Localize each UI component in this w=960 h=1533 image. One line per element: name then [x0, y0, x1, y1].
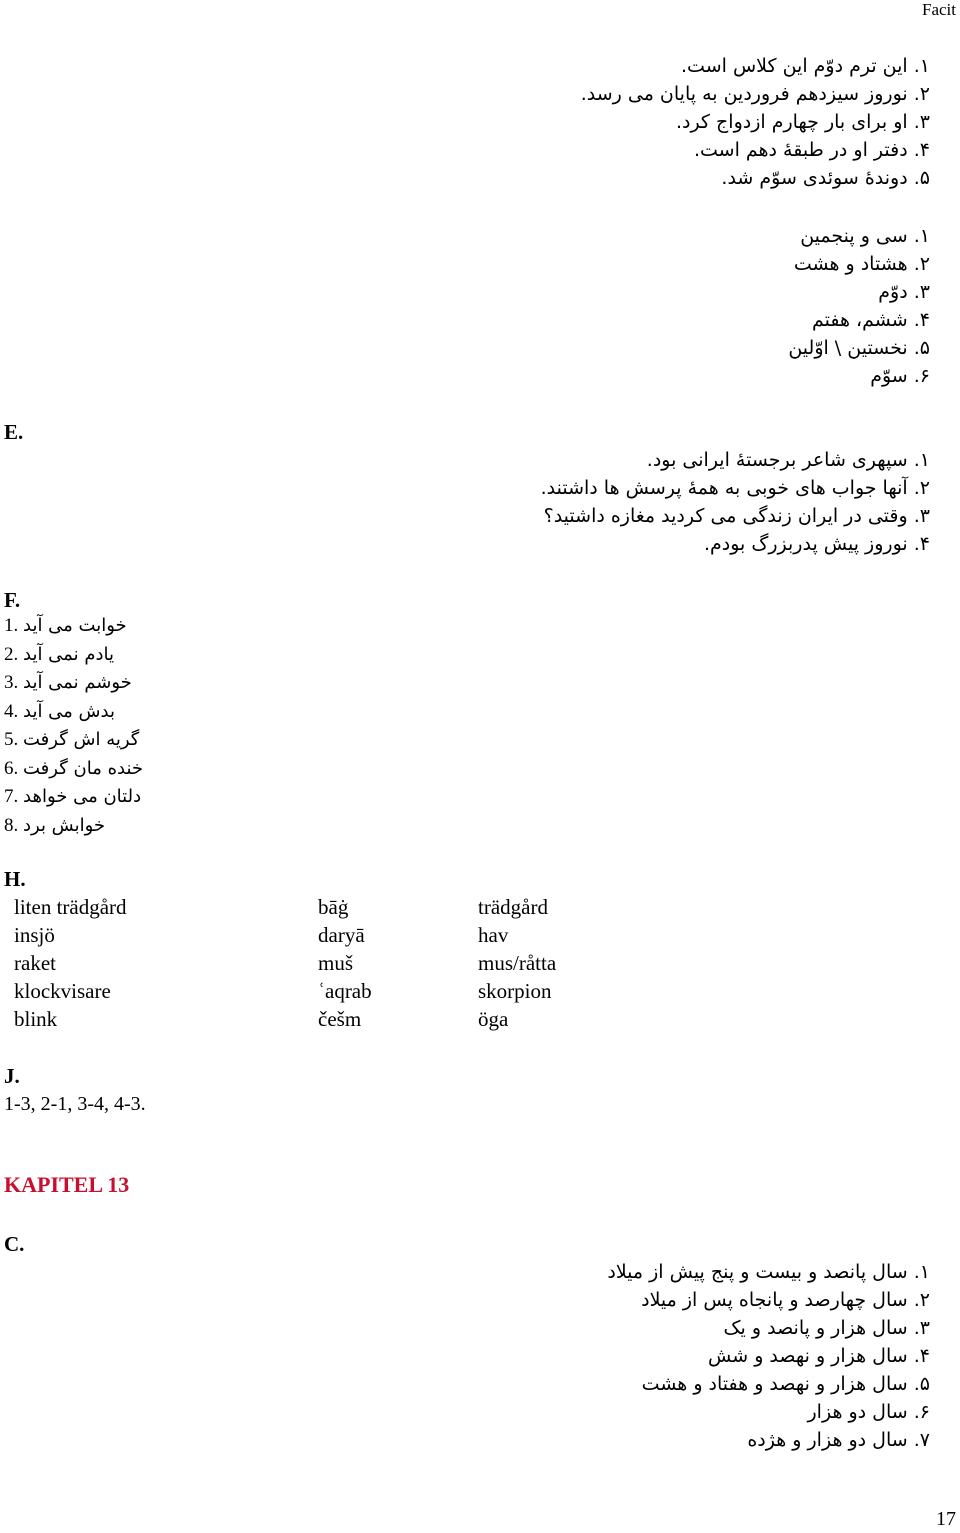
section-f-list — [4, 612, 143, 840]
table-cell: mus/råtta — [478, 950, 557, 975]
list-item: ۳. دوّم — [878, 281, 930, 303]
list-item: ۶. سوّم — [870, 365, 930, 387]
persian-list-2 — [788, 222, 930, 390]
table-row — [10, 1005, 560, 1033]
table-cell: hav — [478, 922, 509, 947]
table-cell: insjö — [14, 922, 55, 947]
list-item: 7. دلتان می خواهد — [4, 786, 142, 807]
table-row — [10, 893, 560, 921]
list-item: ۴. سال هزار و نهصد و شش — [708, 1345, 930, 1367]
table-cell: öga — [478, 1006, 509, 1031]
table-row — [10, 977, 560, 1005]
list-item: ۱. این ترم دوّم این کلاس است. — [681, 55, 930, 77]
list-item: ۱. سپهری شاعر برجستهٔ ایرانی بود. — [646, 449, 930, 471]
list-item: ۵. دوندهٔ سوئدی سوّم شد. — [721, 167, 930, 189]
section-c-list — [607, 1258, 930, 1454]
table-cell: bāġ — [318, 894, 349, 919]
list-item: ۱. سال پانصد و بیست و پنج پیش از میلاد — [607, 1261, 930, 1283]
section-j-answer: 1-3, 2-1, 3-4, 4-3. — [4, 1093, 146, 1115]
list-item: 2. یادم نمی آید — [4, 643, 114, 665]
list-item: ۵. نخستین \ اوّلین — [788, 337, 930, 359]
list-item: ۴. نوروز پیش پدربزرگ بودم. — [703, 533, 930, 555]
list-item: ۲. آنها جواب های خوبی به همهٔ پرسش ها داشتند. — [540, 477, 930, 499]
table-cell: blink — [14, 1006, 58, 1031]
list-item: 1. خوابت می آید — [4, 615, 127, 636]
table-cell: skorpion — [478, 978, 552, 1003]
list-item: 8. خوابش برد — [4, 814, 106, 836]
table-cell: ʿaqrab — [318, 978, 372, 1003]
list-item: ۵. سال هزار و نهصد و هفتاد و هشت — [641, 1373, 930, 1395]
section-e-list — [541, 446, 930, 558]
table-cell: klockvisare — [14, 978, 111, 1003]
list-item: ۴. ششم، هفتم — [811, 309, 930, 331]
table-cell: daryā — [318, 922, 365, 947]
list-item: ۶. سال دو هزار — [807, 1401, 930, 1423]
list-item: ۲. نوروز سیزدهم فروردین به پایان می رسد. — [580, 83, 930, 105]
section-h-label: H. — [4, 867, 26, 891]
persian-list-1 — [581, 52, 930, 192]
list-item: ۳. سال هزار و پانصد و یک — [723, 1317, 930, 1339]
list-item: ۲. هشتاد و هشت — [793, 253, 930, 275]
table-cell: liten trädgård — [14, 894, 127, 919]
section-c-label: C. — [4, 1232, 25, 1256]
vocabulary-table — [10, 893, 560, 1033]
section-e-label: E. — [4, 420, 24, 444]
table-cell: raket — [14, 950, 56, 975]
page-header-title: Facit — [922, 0, 956, 19]
section-j-label: J. — [4, 1064, 20, 1088]
list-item: 4. بدش می آید — [4, 700, 115, 722]
section-f-label: F. — [4, 588, 21, 612]
list-item: ۴. دفتر او در طبقهٔ دهم است. — [693, 139, 930, 161]
list-item: ۷. سال دو هزار و هژده — [747, 1429, 930, 1451]
table-row — [10, 921, 560, 949]
list-item: ۳. او برای بار چهارم ازدواج کرد. — [675, 111, 930, 133]
chapter-title: KAPITEL 13 — [4, 1172, 130, 1197]
list-item: 3. خوشم نمی آید — [4, 672, 132, 693]
list-item: ۱. سی و پنجمین — [800, 225, 930, 247]
table-row — [10, 949, 560, 977]
table-cell: češm — [318, 1006, 362, 1031]
list-item: ۳. وقتی در ایران زندگی می کردید مغازه داشتید؟ — [543, 505, 930, 527]
table-cell: muš — [318, 950, 354, 975]
list-item: ۲. سال چهارصد و پانجاه پس از میلاد — [641, 1289, 930, 1311]
table-cell: trädgård — [478, 894, 548, 919]
page-number: 17 — [936, 1508, 956, 1530]
list-item: 5. گریه اش گرفت — [4, 729, 140, 750]
list-item: 6. خنده مان گرفت — [4, 757, 144, 779]
